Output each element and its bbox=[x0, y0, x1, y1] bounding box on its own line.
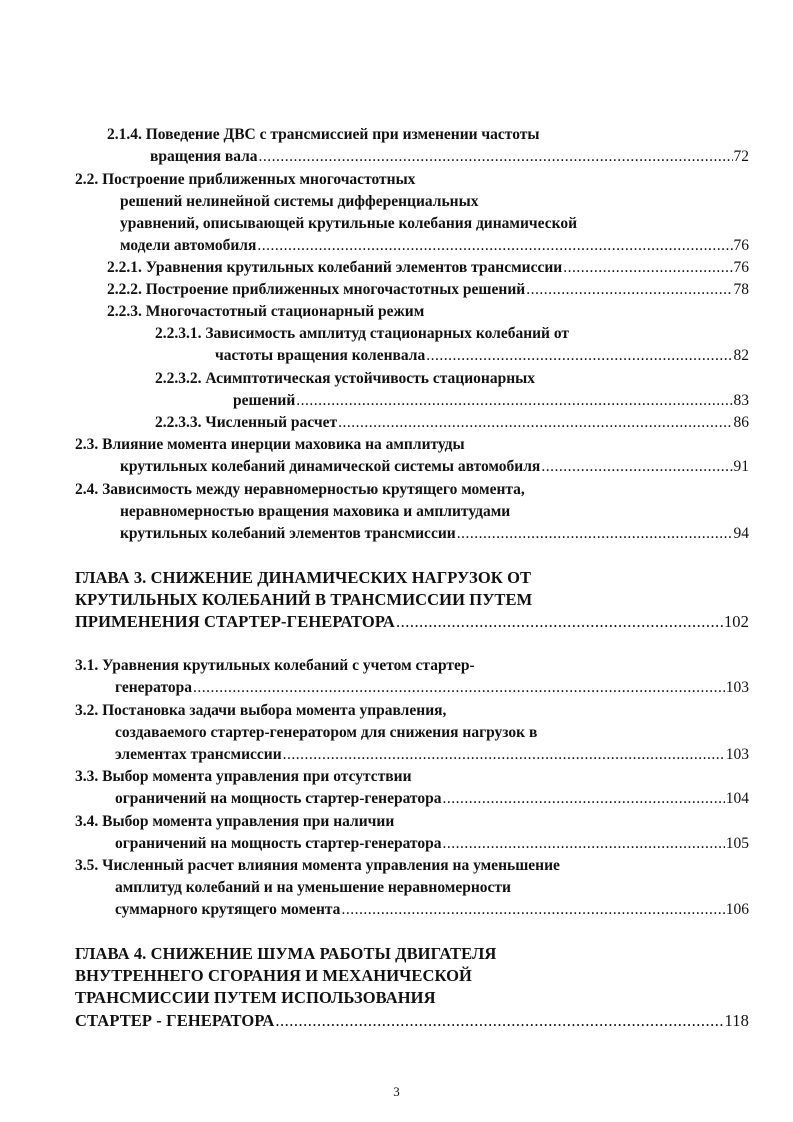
toc-entry-text: 2.2.2. Построение приближенных многочастотных решений bbox=[107, 281, 526, 298]
toc-entry-3-2[interactable] bbox=[115, 744, 749, 766]
toc-entry-2-3-line1: 2.3. Влияние момента инерции маховика на амплитуды bbox=[75, 436, 465, 453]
toc-entry-text: СТАРТЕР - ГЕНЕРАТОРА bbox=[75, 1011, 275, 1030]
toc-page-number: 76 bbox=[733, 259, 749, 276]
toc-entry-text: крутильных колебаний элементов трансмиссии bbox=[120, 525, 456, 542]
toc-page-number: 103 bbox=[725, 746, 749, 763]
toc-entry-text: вращения вала bbox=[150, 148, 258, 165]
dot-leader bbox=[193, 677, 725, 699]
toc-entry-text: модели автомобиля bbox=[120, 237, 257, 254]
toc-entry-text: решений bbox=[233, 392, 296, 409]
toc-entry-3-5[interactable] bbox=[115, 899, 749, 921]
chapter-4-title-line2: ВНУТРЕННЕГО СГОРАНИЯ И МЕХАНИЧЕСКОЙ bbox=[75, 966, 472, 985]
toc-entry-2-1-4-line1: 2.1.4. Поведение ДВС с трансмиссией при изменении частоты bbox=[107, 126, 540, 143]
toc-entry-2-2-3-2[interactable] bbox=[233, 390, 749, 412]
dot-leader bbox=[257, 235, 732, 257]
dot-leader bbox=[296, 390, 732, 412]
toc-page-number: 91 bbox=[733, 458, 749, 475]
dot-leader bbox=[275, 1010, 723, 1032]
page-number: 3 bbox=[393, 1084, 400, 1099]
toc-page-number: 82 bbox=[733, 347, 749, 364]
toc-chapter-4[interactable] bbox=[75, 1010, 749, 1032]
toc-entry-3-3[interactable] bbox=[115, 788, 749, 810]
toc-entry-2-4-line1: 2.4. Зависимость между неравномерностью крутящего момента, bbox=[75, 481, 525, 498]
toc-page-number: 102 bbox=[723, 612, 749, 631]
toc-page-number: 94 bbox=[733, 525, 749, 542]
chapter-3-title-line1: ГЛАВА 3. СНИЖЕНИЕ ДИНАМИЧЕСКИХ НАГРУЗОК ОТ bbox=[75, 568, 532, 587]
dot-leader bbox=[541, 456, 732, 478]
toc-page-number: 118 bbox=[724, 1011, 749, 1030]
toc-entry-2-2-2[interactable] bbox=[107, 279, 749, 301]
toc-entry-2-2-3-2-line1: 2.2.3.2. Асимптотическая устойчивость стационарных bbox=[155, 370, 535, 387]
toc-entry-2-2-3-1-line1: 2.2.3.1. Зависимость амплитуд стационарных колебаний от bbox=[155, 325, 570, 342]
toc-chapter-3[interactable] bbox=[75, 611, 749, 633]
toc-entry-2-4-line2: неравномерностью вращения маховика и амплитудами bbox=[120, 503, 511, 520]
toc-page-number: 76 bbox=[733, 237, 749, 254]
toc-entry-2-2-3-3[interactable] bbox=[155, 412, 749, 434]
toc-entry-text: ограничений на мощность стартер-генератора bbox=[115, 835, 442, 852]
chapter-4-title-line1: ГЛАВА 4. СНИЖЕНИЕ ШУМА РАБОТЫ ДВИГАТЕЛЯ bbox=[75, 944, 497, 963]
dot-leader bbox=[442, 788, 724, 810]
toc-entry-2-4[interactable] bbox=[120, 523, 749, 545]
toc-entry-text: ПРИМЕНЕНИЯ СТАРТЕР-ГЕНЕРАТОРА bbox=[75, 612, 395, 631]
toc-entry-3-1-line1: 3.1. Уравнения крутильных колебаний с учетом стартер- bbox=[75, 657, 475, 674]
dot-leader bbox=[259, 146, 733, 168]
toc-entry-3-2-line2: создаваемого стартер-генератором для снижения нагрузок в bbox=[115, 724, 538, 741]
toc-page-number: 72 bbox=[733, 148, 749, 165]
toc-entry-2-2-line2: решений нелинейной системы дифференциальных bbox=[120, 193, 479, 210]
toc-entry-text: частоты вращения коленвала bbox=[215, 347, 426, 364]
toc-entry-3-5-line2: амплитуд колебаний и на уменьшение неравномерности bbox=[115, 879, 511, 896]
toc-entry-text: генератора bbox=[115, 679, 193, 696]
dot-leader bbox=[457, 523, 733, 545]
toc-entry-3-4-line1: 3.4. Выбор момента управления при наличии bbox=[75, 813, 395, 830]
dot-leader bbox=[396, 611, 723, 633]
toc-page-number: 106 bbox=[725, 901, 749, 918]
dot-leader bbox=[526, 279, 732, 301]
dot-leader bbox=[283, 744, 725, 766]
toc-entry-text: элементах трансмиссии bbox=[115, 746, 282, 763]
toc-entry-2-2-line1: 2.2. Построение приближенных многочастотных bbox=[75, 171, 416, 188]
toc-entry-text: 2.2.1. Уравнения крутильных колебаний элементов трансмиссии bbox=[107, 259, 563, 276]
toc-entry-2-3[interactable] bbox=[120, 456, 749, 478]
dot-leader bbox=[338, 412, 732, 434]
toc-page-number: 86 bbox=[733, 414, 749, 431]
toc-entry-3-3-line1: 3.3. Выбор момента управления при отсутствии bbox=[75, 768, 412, 785]
toc-entry-2-2-3-1[interactable] bbox=[215, 345, 749, 367]
toc-entry-2-2-3[interactable]: 2.2.3. Многочастотный стационарный режим bbox=[107, 303, 425, 320]
toc-entry-3-4[interactable] bbox=[115, 833, 749, 855]
toc-entry-text: суммарного крутящего момента bbox=[115, 901, 341, 918]
toc-entry-2-2[interactable] bbox=[120, 235, 749, 257]
toc-entry-text: ограничений на мощность стартер-генератора bbox=[115, 790, 442, 807]
toc-page-number: 78 bbox=[733, 281, 749, 298]
dot-leader bbox=[426, 345, 732, 367]
dot-leader bbox=[563, 257, 732, 279]
toc-page-number: 103 bbox=[725, 679, 749, 696]
toc-page-number: 83 bbox=[733, 392, 749, 409]
dot-leader bbox=[341, 899, 724, 921]
toc-entry-3-1[interactable] bbox=[115, 677, 749, 699]
toc-entry-text: крутильных колебаний динамической системы автомобиля bbox=[120, 458, 541, 475]
chapter-4-title-line3: ТРАНСМИССИИ ПУТЕМ ИСПОЛЬЗОВАНИЯ bbox=[75, 988, 436, 1007]
toc-entry-text: 2.2.3.3. Численный расчет bbox=[155, 414, 338, 431]
toc-page-number: 104 bbox=[725, 790, 749, 807]
toc-entry-2-2-1[interactable] bbox=[107, 257, 749, 279]
toc-entry-3-2-line1: 3.2. Постановка задачи выбора момента управления, bbox=[75, 702, 447, 719]
toc-page-number: 105 bbox=[725, 835, 749, 852]
chapter-3-title-line2: КРУТИЛЬНЫХ КОЛЕБАНИЙ В ТРАНСМИССИИ ПУТЕМ bbox=[75, 590, 533, 609]
toc-entry-3-5-line1: 3.5. Численный расчет влияния момента управления на уменьшение bbox=[75, 857, 560, 874]
toc-entry-2-1-4[interactable] bbox=[150, 146, 749, 168]
toc-entry-2-2-line3: уравнений, описывающей крутильные колебания динамической bbox=[120, 215, 578, 232]
dot-leader bbox=[442, 833, 724, 855]
